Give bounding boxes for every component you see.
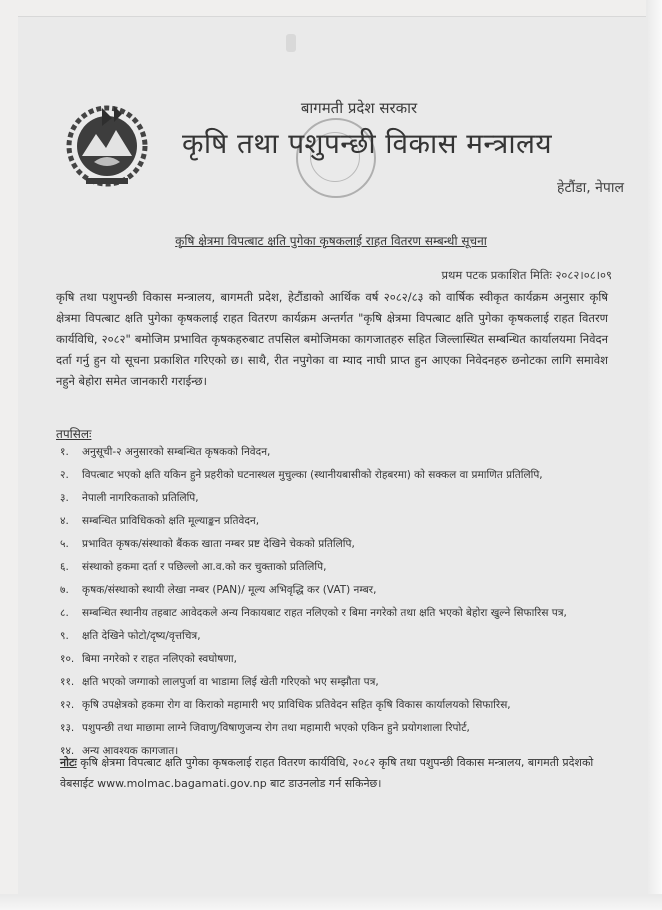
item-text: संस्थाको हकमा दर्ता र पछिल्लो आ.व.को कर चुक्ताको प्रतिलिपि, bbox=[82, 561, 327, 573]
notice-subject: कृषि क्षेत्रमा विपत्बाट क्षति पुगेका कृषकलाई राहत वितरण सम्बन्धी सूचना bbox=[175, 234, 487, 248]
item-text: क्षति देखिने फोटो/दृष्य/वृत्तचित्र, bbox=[82, 630, 201, 642]
item-text: सम्बन्धित स्थानीय तहबाट आवेदकले अन्य निकायबाट राहत नलिएको र बिमा नगरेको तथा क्षति भएको बेहोरा खुल्ने सिफारिस पत्र, bbox=[82, 607, 567, 619]
item-number: ४. bbox=[60, 515, 69, 527]
details-heading: तपसिलः bbox=[56, 427, 92, 441]
item-text: कृषक/संस्थाको स्थायी लेखा नम्बर (PAN)/ मूल्य अभिवृद्धि कर (VAT) नम्बर, bbox=[82, 584, 377, 596]
list-item bbox=[60, 696, 616, 714]
list-item bbox=[60, 558, 616, 576]
publication-date: प्रथम पटक प्रकाशित मितिः २०८२।०८।०९ bbox=[441, 268, 612, 282]
item-number: १२. bbox=[60, 699, 75, 711]
list-item bbox=[60, 489, 616, 507]
list-item bbox=[60, 466, 616, 484]
item-number: ३. bbox=[60, 492, 69, 504]
item-number: ९. bbox=[60, 630, 69, 642]
list-item bbox=[60, 535, 616, 553]
item-text: विपत्बाट भएको क्षति यकिन हुने प्रहरीको घटनास्थल मुचुल्का (स्थानीयबासीको रोहबरमा) को सक्कल वा प्रमाणित प्रतिलिपि, bbox=[82, 469, 543, 481]
list-item bbox=[60, 443, 616, 461]
list-item bbox=[60, 650, 616, 668]
item-number: २. bbox=[60, 469, 69, 481]
item-text: प्रभावित कृषक/संस्थाको बैंकक खाता नम्बर प्रष्ट देखिने चेकको प्रतिलिपि, bbox=[82, 538, 355, 550]
list-item bbox=[60, 673, 616, 691]
item-text: बिमा नगरेको र राहत नलिएको स्वघोषणा, bbox=[82, 653, 237, 665]
item-number: १३. bbox=[60, 722, 75, 734]
scan-smudge bbox=[286, 34, 296, 52]
office-location: हेटौंडा, नेपाल bbox=[557, 180, 624, 196]
item-number: ८. bbox=[60, 607, 69, 619]
item-number: १. bbox=[60, 446, 69, 458]
item-text: सम्बन्धित प्राविधिकको क्षति मूल्याङ्कन प्रतिवेदन, bbox=[82, 515, 260, 527]
list-item bbox=[60, 627, 616, 645]
download-note bbox=[60, 752, 612, 794]
notice-body: कृषि तथा पशुपन्छी विकास मन्त्रालय, बागमती प्रदेश, हेटौंडाको आर्थिक वर्ष २०८२/८३ को वार्षिक स्वीकृत कार्यक्रम अनुसार कृषि क्षेत्रमा विपत्बाट क्षति पुगेका कृषकलाई राहत वितरण कार्यक्रम अन्तर्गत "कृषि क्षेत्रमा विपत्बाट क्षति पुगेका कृषकलाई राहत वितरण कार्यविधि, २०८२" बमोजिम प्रभावित कृषकहरुबाट तपसिल बमोजिमका कागजातहरु सहित जिल्लास्थित सम्बन्धित कार्यालयमा निवेदन दर्ता गर्नु हुन यो सूचना प्रकाशित गरिएको छ। साथै, रीत नपुगेका वा म्याद नाघी प्राप्त हुन आएका निवेदनहरु छनोटका लागि समावेश नहुने बेहोरा समेत जानकारी गराईन्छ। bbox=[56, 290, 608, 388]
item-number: ५. bbox=[60, 538, 69, 550]
item-number: ११. bbox=[60, 676, 75, 688]
list-item bbox=[60, 604, 616, 622]
item-text: पशुपन्छी तथा माछामा लाग्ने जिवाणु/विषाणुजन्य रोग तथा महामारी भएको एकिन हुने प्रयोगशाला रिपोर्ट, bbox=[82, 722, 470, 734]
item-text: अन्य आवश्यक कागजात। bbox=[82, 745, 179, 757]
item-text: कृषि उपक्षेत्रको हकमा रोग वा किराको महामारी भए प्राविधिक प्रतिवेदन सहित कृषि विकास कार्यालयको सिफारिस, bbox=[82, 699, 511, 711]
item-number: ६. bbox=[60, 561, 69, 573]
list-item bbox=[60, 512, 616, 530]
item-text: अनुसूची-२ अनुसारको सम्बन्धित कृषकको निवेदन, bbox=[82, 446, 271, 458]
list-item bbox=[60, 719, 616, 737]
note-label: नोटः bbox=[60, 756, 77, 769]
page-bottom-shadow bbox=[0, 894, 662, 910]
item-text: क्षति भएको जग्गाको लालपुर्जा वा भाडामा लिई खेती गरिएको भए सम्झौता पत्र, bbox=[82, 676, 379, 688]
page-edge-shadow bbox=[646, 0, 662, 910]
note-text: कृषि क्षेत्रमा विपत्बाट क्षति पुगेका कृषकलाई राहत वितरण कार्यविधि, २०८२ कृषि तथा पशुपन्छी विकास मन्त्रालय, बागमती प्रदेशको वेबसाईट www.molmac.bagamati.gov.np बाट डाउनलोड गर्न सकिनेछ। bbox=[60, 756, 594, 790]
item-number: ७. bbox=[60, 584, 69, 596]
required-documents-list bbox=[60, 443, 616, 765]
item-number: १४. bbox=[60, 745, 75, 757]
ministry-name: कृषि तथा पशुपन्छी विकास मन्त्रालय bbox=[182, 127, 553, 160]
list-item bbox=[60, 581, 616, 599]
government-name: बागमती प्रदेश सरकार bbox=[300, 99, 418, 117]
item-text: नेपाली नागरिकताको प्रतिलिपि, bbox=[82, 492, 199, 504]
item-number: १०. bbox=[60, 653, 75, 665]
